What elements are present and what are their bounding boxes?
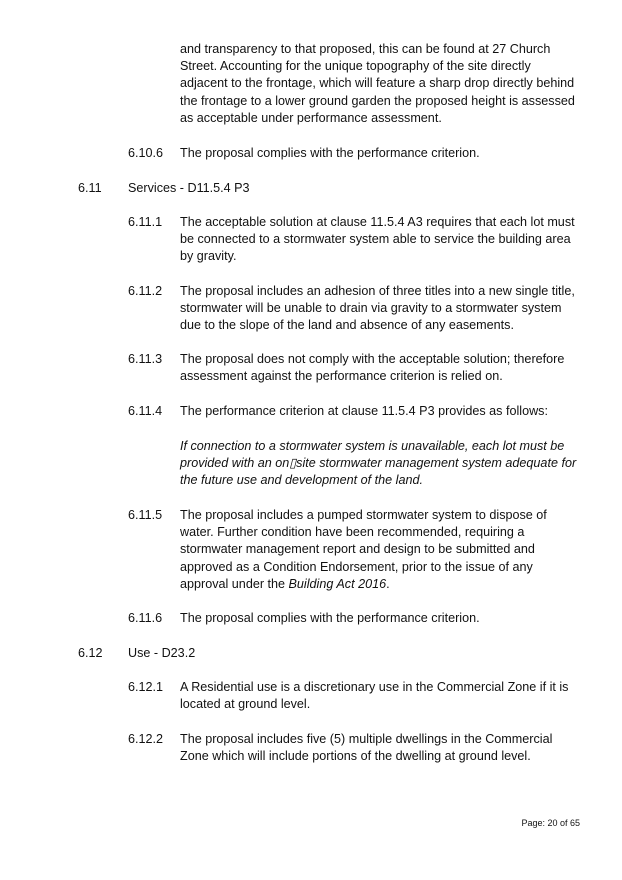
clause-text [180, 507, 580, 593]
section-heading: Use - D23.2 [128, 646, 196, 660]
section-heading: Services - D11.5.4 P3 [128, 181, 250, 195]
section-number: 6.11 [78, 181, 102, 195]
clause-number: 6.11.1 [128, 215, 163, 229]
clause-text: The proposal complies with the performance criterion. [180, 611, 480, 625]
clause-text: The acceptable solution at clause 11.5.4 A3 requires that each lot must be connected to a stormwater system able to service the building area by gravity. [180, 215, 575, 264]
clause-number: 6.12.2 [128, 732, 164, 746]
clause-number: 6.11.6 [128, 611, 163, 625]
clause-number: 6.11.3 [128, 352, 163, 366]
act-title: Building Act 2016 [288, 576, 387, 591]
clause-number: 6.11.5 [128, 508, 163, 522]
clause-number: 6.12.1 [128, 680, 164, 694]
page-number: Page: 20 of 65 [521, 818, 580, 828]
clause-number: 6.11.2 [128, 284, 163, 298]
clause-text: The proposal includes an adhesion of three titles into a new single title, stormwater will be unable to drain via gravity to a stormwater system due to the slope of the land and absence of any easements. [180, 284, 575, 333]
clause-text: The performance criterion at clause 11.5.4 P3 provides as follows: [180, 404, 548, 418]
clause-number: 6.10.6 [128, 146, 164, 160]
quoted-criterion: If connection to a stormwater system is unavailable, each lot must be provided with an on▯site stormwater management system adequate for the future use and development of the land. [180, 439, 577, 488]
clause-text: The proposal does not comply with the acceptable solution; therefore assessment against the performance criterion is relied on. [180, 352, 565, 384]
clause-text: The proposal includes five (5) multiple dwellings in the Commercial Zone which will include portions of the dwelling at ground level. [180, 732, 553, 764]
clause-text: The proposal complies with the performance criterion. [180, 146, 480, 160]
clause-text: A Residential use is a discretionary use in the Commercial Zone if it is located at ground level. [180, 680, 569, 712]
continuation-paragraph: and transparency to that proposed, this can be found at 27 Church Street. Accounting for the unique topography of the site directly adjacent to the frontage, which will feature a sharp drop directly behind the frontage to a lower ground garden the proposed height is assessed as acceptable under performance assessment. [180, 42, 575, 125]
clause-number: 6.11.4 [128, 404, 163, 418]
clause-text-end: . [386, 576, 390, 591]
section-number: 6.12 [78, 646, 103, 660]
clause-text-body: The proposal includes a pumped stormwater system to dispose of water. Further condition have been recommended, requiring a stormwater management report and design to be submitted and approved as a Condition Endorsement, prior to the issue of any approval under the [180, 508, 547, 591]
